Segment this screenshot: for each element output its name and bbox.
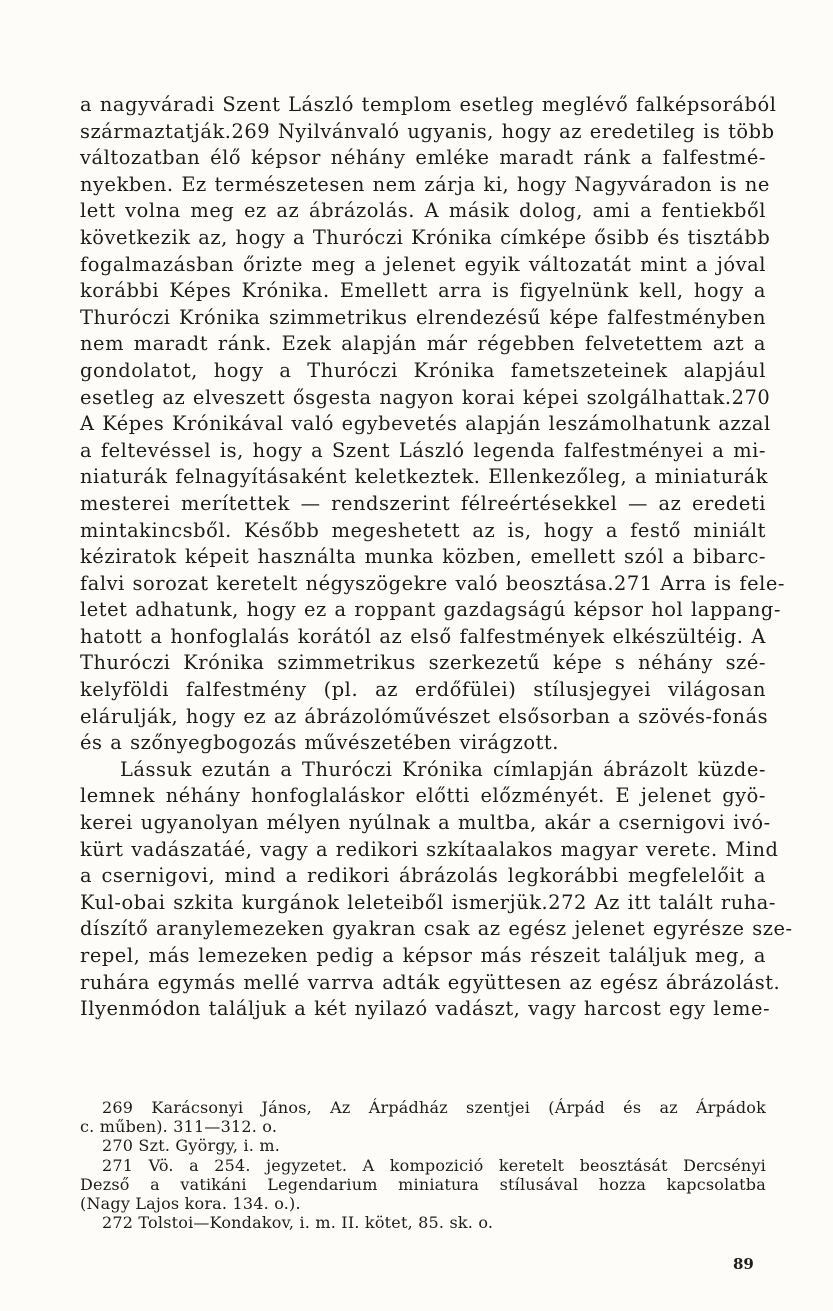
paragraph-2: [80, 757, 793, 1023]
text-line: változatban élő képsor néhány emléke maradt ránk a falfestmé-: [80, 146, 766, 170]
text-line: A Képes Krónikával való egybevetés alapján leszámolhatunk azzal: [80, 412, 771, 436]
footnote-line: (Nagy Lajos kora. 134. o.).: [80, 1194, 301, 1214]
text-line: Thuróczi Krónika szimmetrikus szerkezetű képe s néhány szé-: [80, 651, 766, 675]
text-line: a nagyváradi Szent László templom esetleg meglévő falképsorából: [80, 93, 777, 116]
footnote-line: 269 Karácsonyi János, Az Árpádház szentjei (Árpád és az Árpádok: [102, 1098, 766, 1117]
text-line: és a szőnyegbogozás művészetében virágzott.: [80, 731, 559, 755]
text-line: mesterei merítettek — rendszerint félreértésekkel — az eredeti: [80, 491, 766, 515]
main-text: [80, 92, 793, 1023]
footnote-line: 271 Vö. a 254. jegyzetet. A kompozició keretelt beosztását Dercsényi: [102, 1155, 766, 1175]
text-line: mintakincsből. Később megeshetett az is, hogy a festő miniált: [80, 518, 766, 542]
text-line: korábbi Képes Krónika. Emellett arra is figyelnünk kell, hogy a: [80, 279, 766, 303]
text-line: Ilyenmódon találjuk a két nyilazó vadászt, vagy harcost egy leme-: [80, 997, 771, 1021]
footnote-line: 272 Tolstoi—Kondakov, i. m. II. kötet, 85. sk. o.: [102, 1213, 494, 1233]
text-line: kerei ugyanolyan mélyen nyúlnak a multba, akár a csernigovi ivó-: [80, 811, 771, 835]
text-line: Lássuk ezután a Thuróczi Krónika címlapján ábrázolt küzde-: [120, 757, 766, 781]
text-line: nyekben. Ez természetesen nem zárja ki, hogy Nagyváradon is ne: [80, 172, 770, 196]
footnotes: [80, 1098, 766, 1232]
text-line: Thuróczi Krónika szimmetrikus elrendezésű képe falfestményben: [80, 305, 766, 329]
text-line: kelyföldi falfestmény (pl. az erdőfülei) stílusjegyei világosan: [80, 678, 766, 702]
text-line: nem maradt ránk. Ezek alapján már régebben felvetettem azt a: [80, 332, 766, 356]
text-line: gondolatot, hogy a Thuróczi Krónika fametszeteinek alapjául: [80, 358, 766, 382]
footnote-line: 270 Szt. György, i. m.: [102, 1136, 280, 1156]
text-line: a feltevéssel is, hogy a Szent László legenda falfestményei a mi-: [80, 438, 766, 462]
text-line: letet adhatunk, hogy ez a roppant gazdagságú képsor hol lappang-: [80, 598, 781, 622]
text-line: elárulják, hogy ez az ábrázolóművészet elsősorban a szövés-fonás: [80, 704, 769, 728]
paragraph-1: [80, 92, 786, 757]
text-line: niaturák felnagyításaként keletkeztek. Ellenkezőleg, a miniaturák: [80, 465, 768, 489]
text-line: kéziratok képeit használta munka közben, emellett szól a bibarc-: [80, 545, 766, 569]
text-line: a csernigovi, mind a redikori ábrázolás legkorábbi megfelelőit a: [80, 864, 766, 888]
text-line: díszítő aranylemezeken gyakran csak az egész jelenet egyrésze sze-: [80, 917, 793, 941]
text-line: kürt vadászatáé, vagy a redikori szkítaalakos magyar veretє. Mind: [80, 837, 779, 861]
text-line: fogalmazásban őrizte meg a jelenet egyik változatát mint a jóval: [80, 252, 766, 276]
page-number: 89: [733, 1255, 754, 1273]
text-line: Kul-obai szkita kurgánok leleteiből ismerjük.272 Az itt talált ruha-: [80, 890, 777, 914]
text-line: falvi sorozat keretelt négyszögekre való beosztása.271 Arra is fele-: [80, 571, 786, 595]
text-line: repel, más lemezeken pedig a képsor más részeit találjuk meg, a: [80, 944, 766, 967]
text-line: hatott a honfoglalás korától az első falfestmények elkészültéig. A: [80, 624, 766, 648]
text-line: ruhára egymás mellé varrva adták együttesen az egész ábrázolást.: [80, 970, 781, 994]
footnote-line: Dezső a vatikáni Legendarium miniatura stílusával hozza kapcsolatba: [80, 1174, 766, 1194]
text-line: következik az, hogy a Thuróczi Krónika címképe ősibb és tisztább: [80, 225, 771, 249]
text-line: származtatják.269 Nyilvánvaló ugyanis, hogy az eredetileg is több: [80, 119, 775, 143]
text-line: lett volna meg ez az ábrázolás. A másik dolog, ami a fentiekből: [80, 199, 766, 223]
text-line: esetleg az elveszett ősgesta nagyon korai képei szolgálhattak.270: [80, 385, 771, 409]
footnote-line: c. műben). 311—312. o.: [80, 1117, 278, 1137]
text-line: lemnek néhány honfoglaláskor előtti előzményét. E jelenet gyö-: [80, 784, 766, 808]
